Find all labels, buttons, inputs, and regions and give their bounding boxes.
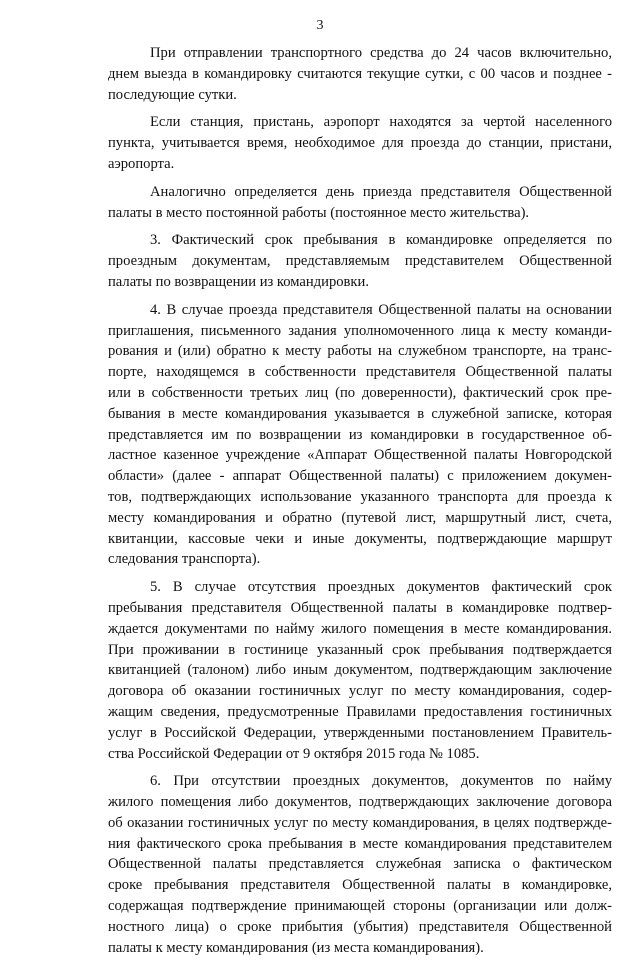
paragraph: [108, 43, 612, 105]
text-line: Если станция, пристань, аэропорт находятся за чертой населенного: [150, 114, 612, 131]
paragraph: [108, 182, 612, 224]
paragraph: [108, 300, 612, 570]
text-line: 4. В случае проезда представителя Общественной палаты на основании: [150, 301, 612, 318]
text-line: сроке пребывания представителя Общественной палаты в командировке,: [108, 877, 612, 894]
text-line: квитанцией (талоном) либо иным документом, подтверждающим заключение: [108, 662, 612, 679]
text-line: палаты в место постоянной работы (постоянное место жительства).: [108, 204, 530, 221]
text-line: следования транспорта).: [108, 551, 261, 568]
text-line: тов, подтверждающих использование указанного транспорта для проезда к: [108, 488, 612, 505]
text-line: жилого помещения либо документов, подтверждающих заключение договора: [108, 794, 612, 811]
text-line: При отправлении транспортного средства до 24 часов включительно,: [150, 45, 612, 61]
text-line: ства Российской Федерации от 9 октября 2015 года № 1085.: [108, 745, 480, 762]
text-line: месту командирования и обратно (путевой лист, маршрутный лист, счета,: [108, 509, 612, 526]
text-line: последующие сутки.: [108, 86, 237, 103]
text-line: представляется им по возвращении из командировки в государственное об-: [108, 426, 612, 443]
text-line: или в собственности третьих лиц (по доверенности), фактический срок пре-: [108, 384, 612, 401]
text-line: 3. Фактический срок пребывания в командировке определяется по: [150, 232, 612, 249]
paragraph: [108, 771, 612, 958]
document-body: [108, 43, 612, 965]
text-line: палаты по возвращении из командировки.: [108, 273, 369, 290]
text-line: проездным документам, представляемым представителем Общественной: [108, 253, 612, 270]
text-line: бывания в месте командирования указывается в служебной записке, которая: [108, 405, 612, 422]
text-line: 6. При отсутствии проездных документов, документов по найму: [150, 773, 612, 790]
text-line: содержащая подтверждение принимающей стороны (организации или долж-: [108, 898, 612, 915]
text-line: квитанции, кассовые чеки и иные документы, подтверждающие маршрут: [108, 530, 612, 547]
text-line: договора об оказании гостиничных услуг по месту командирования, содер-: [108, 683, 612, 700]
text-line: рования и (или) обратно к месту работы на служебном транспорте, на транс-: [108, 343, 612, 360]
text-line: 5. В случае отсутствия проездных документов фактический срок: [150, 579, 612, 596]
text-line: ластное казенное учреждение «Аппарат Общественной палаты Новгородской: [108, 447, 612, 464]
text-line: ностного лица) о сроке прибытия (убытия) представителя Общественной: [108, 918, 612, 935]
paragraph: [108, 577, 612, 764]
text-line: ния фактического срока пребывания в месте командирования представителем: [108, 835, 612, 852]
text-line: приглашения, письменного задания уполномоченного лица к месту команди-: [108, 322, 612, 339]
text-line: пункта, учитывается время, необходимое для проезда до станции, пристани,: [108, 135, 612, 152]
text-line: порте, находящемся в собственности представителя Общественной палаты: [108, 364, 612, 381]
text-line: аэропорта.: [108, 155, 175, 172]
text-line: пребывания представителя Общественной палаты в командировке подтвер-: [108, 599, 612, 616]
text-line: услуг в Российской Федерации, утвержденными постановлением Правитель-: [108, 724, 612, 741]
paragraph: [108, 112, 612, 174]
text-line: ждается документами по найму жилого помещения в месте командирования.: [108, 620, 612, 637]
text-line: палаты к месту командирования (из места командирования).: [108, 939, 484, 956]
page-number: 3: [316, 18, 324, 33]
text-line: Аналогично определяется день приезда представителя Общественной: [150, 183, 612, 200]
text-line: жащим сведения, предусмотренные Правилами предоставления гостиничных: [108, 703, 612, 720]
text-line: области» (далее - аппарат Общественной палаты) с приложением докумен-: [108, 468, 612, 485]
paragraph: [108, 230, 612, 292]
text-line: об оказании гостиничных услуг по месту командирования, в целях подтвержде-: [108, 814, 612, 831]
text-line: днем выезда в командировку считаются текущие сутки, с 00 часов и позднее -: [108, 65, 612, 82]
text-line: Общественной палаты представляется служебная записка о фактическом: [108, 856, 612, 873]
text-line: При проживании в гостинице указанный срок пребывания подтверждается: [108, 641, 612, 658]
